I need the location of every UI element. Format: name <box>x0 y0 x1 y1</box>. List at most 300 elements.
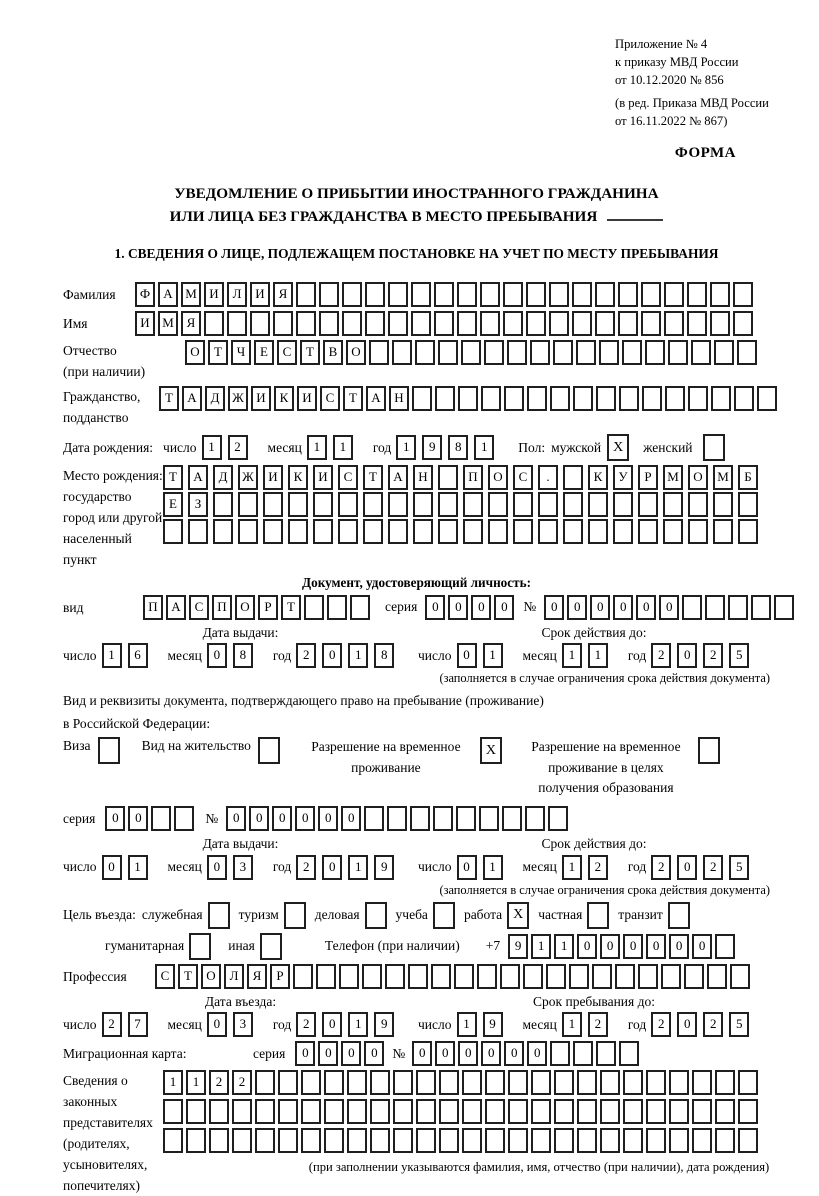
char-box[interactable] <box>370 1099 390 1124</box>
char-box[interactable] <box>569 964 589 989</box>
char-box[interactable] <box>413 519 433 544</box>
char-box[interactable]: Т <box>343 386 363 411</box>
char-box[interactable] <box>457 282 477 307</box>
char-box[interactable] <box>663 492 683 517</box>
char-box[interactable]: 0 <box>102 855 122 880</box>
char-box[interactable] <box>324 1099 344 1124</box>
char-box[interactable] <box>548 806 568 831</box>
char-box[interactable] <box>431 964 451 989</box>
char-box[interactable] <box>692 1128 712 1153</box>
char-box[interactable] <box>238 519 258 544</box>
char-box[interactable] <box>438 519 458 544</box>
char-box[interactable] <box>596 1041 616 1066</box>
char-box[interactable]: 2 <box>651 643 671 668</box>
char-box[interactable] <box>316 964 336 989</box>
purpose-business-checkbox[interactable] <box>208 902 230 929</box>
char-box[interactable] <box>462 1128 482 1153</box>
char-box[interactable] <box>618 311 638 336</box>
char-box[interactable] <box>713 519 733 544</box>
char-box[interactable] <box>387 806 407 831</box>
char-box[interactable]: 1 <box>396 435 416 460</box>
char-box[interactable] <box>488 519 508 544</box>
char-box[interactable] <box>301 1128 321 1153</box>
purpose-transit-checkbox[interactable] <box>668 902 690 929</box>
char-box[interactable] <box>665 386 685 411</box>
char-box[interactable] <box>278 1070 298 1095</box>
char-box[interactable] <box>687 282 707 307</box>
char-box[interactable] <box>572 282 592 307</box>
char-box[interactable]: Ф <box>135 282 155 307</box>
char-box[interactable]: 7 <box>128 1012 148 1037</box>
char-box[interactable]: П <box>463 465 483 490</box>
char-box[interactable]: 0 <box>272 806 292 831</box>
char-box[interactable] <box>546 964 566 989</box>
char-box[interactable]: О <box>688 465 708 490</box>
char-box[interactable] <box>682 595 702 620</box>
char-box[interactable]: Л <box>227 282 247 307</box>
char-box[interactable] <box>503 282 523 307</box>
char-box[interactable] <box>523 964 543 989</box>
char-box[interactable]: 5 <box>729 643 749 668</box>
visa-checkbox[interactable] <box>98 737 120 764</box>
char-box[interactable] <box>715 1128 735 1153</box>
char-box[interactable]: 5 <box>729 855 749 880</box>
char-box[interactable] <box>588 519 608 544</box>
char-box[interactable] <box>255 1128 275 1153</box>
char-box[interactable]: 9 <box>374 855 394 880</box>
char-box[interactable] <box>714 340 734 365</box>
char-box[interactable] <box>462 1099 482 1124</box>
char-box[interactable]: 1 <box>554 934 574 959</box>
char-box[interactable] <box>454 964 474 989</box>
char-box[interactable] <box>705 595 725 620</box>
char-box[interactable] <box>456 806 476 831</box>
char-box[interactable] <box>434 311 454 336</box>
char-box[interactable]: 3 <box>233 855 253 880</box>
char-box[interactable] <box>623 1128 643 1153</box>
char-box[interactable]: 2 <box>651 855 671 880</box>
char-box[interactable] <box>623 1070 643 1095</box>
char-box[interactable] <box>563 519 583 544</box>
char-box[interactable] <box>692 1070 712 1095</box>
char-box[interactable]: А <box>182 386 202 411</box>
purpose-other-checkbox[interactable] <box>260 933 282 960</box>
char-box[interactable]: И <box>263 465 283 490</box>
char-box[interactable]: 2 <box>588 855 608 880</box>
char-box[interactable] <box>550 386 570 411</box>
char-box[interactable] <box>209 1128 229 1153</box>
char-box[interactable] <box>641 282 661 307</box>
char-box[interactable]: 9 <box>422 435 442 460</box>
char-box[interactable] <box>549 311 569 336</box>
char-box[interactable] <box>324 1128 344 1153</box>
char-box[interactable]: 1 <box>562 855 582 880</box>
char-box[interactable] <box>526 311 546 336</box>
char-box[interactable] <box>301 1099 321 1124</box>
char-box[interactable] <box>163 1099 183 1124</box>
char-box[interactable] <box>213 492 233 517</box>
char-box[interactable] <box>692 1099 712 1124</box>
char-box[interactable]: И <box>204 282 224 307</box>
char-box[interactable]: А <box>388 465 408 490</box>
sex-female-checkbox[interactable] <box>703 434 725 461</box>
char-box[interactable]: 2 <box>232 1070 252 1095</box>
char-box[interactable] <box>669 1128 689 1153</box>
char-box[interactable] <box>338 519 358 544</box>
char-box[interactable] <box>619 386 639 411</box>
purpose-humanitarian-checkbox[interactable] <box>189 933 211 960</box>
char-box[interactable] <box>728 595 748 620</box>
char-box[interactable] <box>416 1128 436 1153</box>
char-box[interactable]: 0 <box>341 1041 361 1066</box>
char-box[interactable] <box>227 311 247 336</box>
char-box[interactable]: А <box>366 386 386 411</box>
char-box[interactable]: И <box>251 386 271 411</box>
char-box[interactable] <box>733 282 753 307</box>
char-box[interactable] <box>434 282 454 307</box>
char-box[interactable]: 1 <box>307 435 327 460</box>
char-box[interactable]: 1 <box>102 643 122 668</box>
char-box[interactable]: К <box>288 465 308 490</box>
char-box[interactable] <box>595 282 615 307</box>
char-box[interactable] <box>324 1070 344 1095</box>
char-box[interactable]: И <box>297 386 317 411</box>
char-box[interactable] <box>638 519 658 544</box>
char-box[interactable]: 2 <box>228 435 248 460</box>
char-box[interactable] <box>613 519 633 544</box>
char-box[interactable] <box>508 1128 528 1153</box>
char-box[interactable] <box>526 282 546 307</box>
char-box[interactable] <box>255 1099 275 1124</box>
char-box[interactable] <box>530 340 550 365</box>
char-box[interactable] <box>738 1070 758 1095</box>
char-box[interactable]: М <box>663 465 683 490</box>
char-box[interactable]: 1 <box>333 435 353 460</box>
char-box[interactable]: Н <box>389 386 409 411</box>
char-box[interactable]: Р <box>638 465 658 490</box>
char-box[interactable] <box>642 386 662 411</box>
char-box[interactable] <box>715 934 735 959</box>
char-box[interactable] <box>738 492 758 517</box>
char-box[interactable] <box>661 964 681 989</box>
char-box[interactable]: Т <box>281 595 301 620</box>
char-box[interactable] <box>638 492 658 517</box>
char-box[interactable]: 0 <box>659 595 679 620</box>
char-box[interactable] <box>733 311 753 336</box>
char-box[interactable] <box>416 1099 436 1124</box>
char-box[interactable]: 2 <box>296 1012 316 1037</box>
char-box[interactable] <box>646 1070 666 1095</box>
char-box[interactable] <box>600 1128 620 1153</box>
char-box[interactable]: 0 <box>458 1041 478 1066</box>
char-box[interactable] <box>410 806 430 831</box>
char-box[interactable]: О <box>488 465 508 490</box>
char-box[interactable]: 0 <box>318 1041 338 1066</box>
char-box[interactable]: Б <box>738 465 758 490</box>
char-box[interactable] <box>688 519 708 544</box>
char-box[interactable]: О <box>201 964 221 989</box>
char-box[interactable] <box>669 1099 689 1124</box>
char-box[interactable] <box>573 386 593 411</box>
char-box[interactable] <box>288 519 308 544</box>
char-box[interactable]: Я <box>181 311 201 336</box>
char-box[interactable] <box>646 1128 666 1153</box>
char-box[interactable] <box>480 311 500 336</box>
char-box[interactable] <box>488 492 508 517</box>
char-box[interactable]: Я <box>273 282 293 307</box>
char-box[interactable]: 1 <box>348 643 368 668</box>
char-box[interactable]: О <box>235 595 255 620</box>
char-box[interactable] <box>502 806 522 831</box>
char-box[interactable] <box>688 386 708 411</box>
char-box[interactable]: 2 <box>102 1012 122 1037</box>
char-box[interactable] <box>531 1128 551 1153</box>
char-box[interactable] <box>438 340 458 365</box>
char-box[interactable] <box>577 1070 597 1095</box>
char-box[interactable] <box>273 311 293 336</box>
char-box[interactable]: Л <box>224 964 244 989</box>
char-box[interactable] <box>485 1099 505 1124</box>
char-box[interactable]: М <box>181 282 201 307</box>
char-box[interactable] <box>507 340 527 365</box>
residence-permit-checkbox[interactable] <box>258 737 280 764</box>
char-box[interactable] <box>186 1099 206 1124</box>
char-box[interactable] <box>408 964 428 989</box>
char-box[interactable] <box>350 595 370 620</box>
char-box[interactable]: О <box>346 340 366 365</box>
char-box[interactable] <box>204 311 224 336</box>
char-box[interactable] <box>338 492 358 517</box>
char-box[interactable] <box>313 492 333 517</box>
char-box[interactable]: М <box>713 465 733 490</box>
char-box[interactable] <box>715 1099 735 1124</box>
char-box[interactable]: 0 <box>457 855 477 880</box>
char-box[interactable] <box>163 1128 183 1153</box>
char-box[interactable] <box>364 806 384 831</box>
char-box[interactable] <box>342 282 362 307</box>
char-box[interactable] <box>388 282 408 307</box>
char-box[interactable]: 2 <box>651 1012 671 1037</box>
char-box[interactable] <box>232 1099 252 1124</box>
char-box[interactable] <box>293 964 313 989</box>
sex-male-checkbox[interactable]: X <box>607 434 629 461</box>
char-box[interactable]: 0 <box>567 595 587 620</box>
char-box[interactable] <box>688 492 708 517</box>
char-box[interactable] <box>664 282 684 307</box>
char-box[interactable] <box>687 311 707 336</box>
char-box[interactable]: 0 <box>646 934 666 959</box>
char-box[interactable] <box>613 492 633 517</box>
char-box[interactable] <box>738 1128 758 1153</box>
char-box[interactable]: 8 <box>374 643 394 668</box>
purpose-tourism-checkbox[interactable] <box>284 902 306 929</box>
char-box[interactable] <box>347 1128 367 1153</box>
char-box[interactable]: М <box>158 311 178 336</box>
char-box[interactable] <box>278 1128 298 1153</box>
char-box[interactable] <box>554 1128 574 1153</box>
char-box[interactable]: А <box>188 465 208 490</box>
char-box[interactable]: З <box>188 492 208 517</box>
char-box[interactable]: 0 <box>677 643 697 668</box>
char-box[interactable] <box>734 386 754 411</box>
char-box[interactable]: 0 <box>494 595 514 620</box>
char-box[interactable]: 0 <box>692 934 712 959</box>
char-box[interactable] <box>362 964 382 989</box>
char-box[interactable] <box>563 492 583 517</box>
char-box[interactable] <box>563 465 583 490</box>
char-box[interactable] <box>600 1099 620 1124</box>
char-box[interactable] <box>645 340 665 365</box>
char-box[interactable] <box>527 386 547 411</box>
char-box[interactable]: 2 <box>296 643 316 668</box>
char-box[interactable]: 2 <box>703 855 723 880</box>
char-box[interactable] <box>730 964 750 989</box>
char-box[interactable] <box>738 519 758 544</box>
char-box[interactable] <box>174 806 194 831</box>
char-box[interactable] <box>365 311 385 336</box>
char-box[interactable]: 0 <box>448 595 468 620</box>
char-box[interactable] <box>439 1070 459 1095</box>
char-box[interactable]: С <box>513 465 533 490</box>
char-box[interactable]: 0 <box>322 1012 342 1037</box>
char-box[interactable] <box>715 1070 735 1095</box>
char-box[interactable] <box>462 1070 482 1095</box>
char-box[interactable] <box>531 1099 551 1124</box>
char-box[interactable]: 1 <box>202 435 222 460</box>
char-box[interactable] <box>263 492 283 517</box>
char-box[interactable]: А <box>158 282 178 307</box>
temp-residence-edu-checkbox[interactable] <box>698 737 720 764</box>
char-box[interactable]: Т <box>159 386 179 411</box>
char-box[interactable] <box>327 595 347 620</box>
char-box[interactable] <box>663 519 683 544</box>
char-box[interactable] <box>646 1099 666 1124</box>
char-box[interactable]: 1 <box>588 643 608 668</box>
char-box[interactable]: К <box>274 386 294 411</box>
char-box[interactable] <box>554 1099 574 1124</box>
char-box[interactable] <box>684 964 704 989</box>
char-box[interactable]: 1 <box>348 855 368 880</box>
char-box[interactable]: 0 <box>623 934 643 959</box>
char-box[interactable] <box>599 340 619 365</box>
char-box[interactable]: 8 <box>233 643 253 668</box>
char-box[interactable] <box>461 340 481 365</box>
char-box[interactable]: Т <box>178 964 198 989</box>
char-box[interactable] <box>342 311 362 336</box>
char-box[interactable] <box>588 492 608 517</box>
char-box[interactable]: Т <box>208 340 228 365</box>
char-box[interactable] <box>370 1128 390 1153</box>
temp-residence-checkbox[interactable]: X <box>480 737 502 764</box>
char-box[interactable] <box>151 806 171 831</box>
char-box[interactable] <box>484 340 504 365</box>
char-box[interactable]: 0 <box>677 1012 697 1037</box>
char-box[interactable] <box>296 311 316 336</box>
char-box[interactable]: О <box>185 340 205 365</box>
char-box[interactable] <box>485 1070 505 1095</box>
char-box[interactable]: 0 <box>544 595 564 620</box>
char-box[interactable]: 0 <box>322 855 342 880</box>
purpose-study-checkbox[interactable] <box>433 902 455 929</box>
char-box[interactable]: 0 <box>527 1041 547 1066</box>
char-box[interactable]: П <box>143 595 163 620</box>
char-box[interactable]: С <box>320 386 340 411</box>
char-box[interactable] <box>463 519 483 544</box>
char-box[interactable] <box>623 1099 643 1124</box>
char-box[interactable] <box>438 492 458 517</box>
char-box[interactable]: 0 <box>341 806 361 831</box>
char-box[interactable] <box>393 1070 413 1095</box>
char-box[interactable]: С <box>277 340 297 365</box>
char-box[interactable]: 0 <box>481 1041 501 1066</box>
char-box[interactable]: 0 <box>425 595 445 620</box>
char-box[interactable]: 0 <box>677 855 697 880</box>
char-box[interactable] <box>385 964 405 989</box>
char-box[interactable]: К <box>588 465 608 490</box>
char-box[interactable] <box>393 1128 413 1153</box>
char-box[interactable]: 0 <box>457 643 477 668</box>
char-box[interactable] <box>619 1041 639 1066</box>
char-box[interactable]: Ж <box>228 386 248 411</box>
char-box[interactable] <box>255 1070 275 1095</box>
char-box[interactable] <box>713 492 733 517</box>
char-box[interactable]: 2 <box>703 1012 723 1037</box>
char-box[interactable] <box>668 340 688 365</box>
char-box[interactable] <box>288 492 308 517</box>
char-box[interactable]: 8 <box>448 435 468 460</box>
char-box[interactable] <box>572 311 592 336</box>
char-box[interactable] <box>600 1070 620 1095</box>
char-box[interactable] <box>477 964 497 989</box>
char-box[interactable]: С <box>338 465 358 490</box>
char-box[interactable]: Е <box>163 492 183 517</box>
char-box[interactable] <box>508 1099 528 1124</box>
char-box[interactable]: 0 <box>636 595 656 620</box>
char-box[interactable]: 1 <box>483 643 503 668</box>
char-box[interactable] <box>503 311 523 336</box>
char-box[interactable] <box>669 1070 689 1095</box>
char-box[interactable]: 6 <box>128 643 148 668</box>
char-box[interactable]: 5 <box>729 1012 749 1037</box>
char-box[interactable] <box>664 311 684 336</box>
char-box[interactable]: 1 <box>457 1012 477 1037</box>
char-box[interactable]: 1 <box>474 435 494 460</box>
char-box[interactable] <box>411 311 431 336</box>
char-box[interactable]: 2 <box>703 643 723 668</box>
char-box[interactable] <box>738 1099 758 1124</box>
char-box[interactable] <box>163 519 183 544</box>
char-box[interactable]: С <box>155 964 175 989</box>
char-box[interactable]: Т <box>300 340 320 365</box>
char-box[interactable]: 0 <box>207 855 227 880</box>
char-box[interactable] <box>710 311 730 336</box>
char-box[interactable]: 1 <box>531 934 551 959</box>
char-box[interactable]: Ч <box>231 340 251 365</box>
char-box[interactable]: Е <box>254 340 274 365</box>
char-box[interactable] <box>363 492 383 517</box>
char-box[interactable] <box>737 340 757 365</box>
char-box[interactable] <box>595 311 615 336</box>
purpose-commercial-checkbox[interactable] <box>365 902 387 929</box>
char-box[interactable]: Я <box>247 964 267 989</box>
char-box[interactable]: 2 <box>588 1012 608 1037</box>
char-box[interactable] <box>463 492 483 517</box>
char-box[interactable]: 1 <box>562 1012 582 1037</box>
char-box[interactable] <box>573 1041 593 1066</box>
char-box[interactable] <box>301 1070 321 1095</box>
char-box[interactable] <box>531 1070 551 1095</box>
char-box[interactable] <box>513 519 533 544</box>
